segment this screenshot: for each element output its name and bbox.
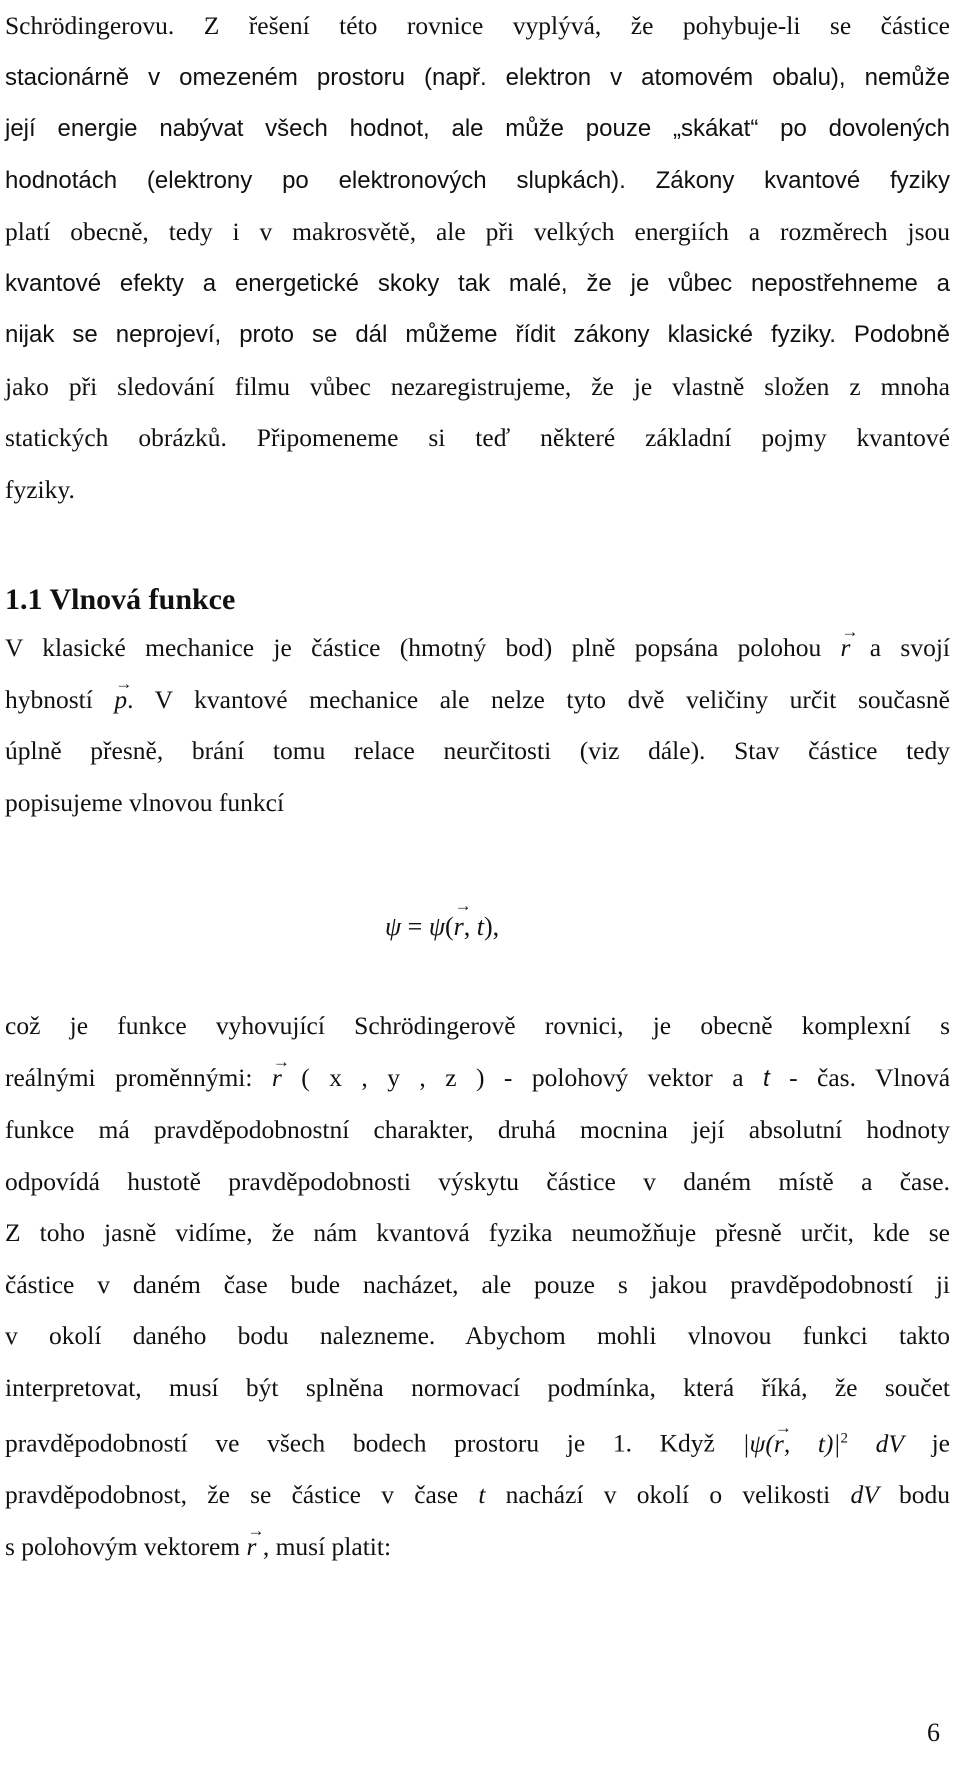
wave-function-equation [385, 912, 499, 942]
vector-r: → r [774, 1418, 784, 1470]
interp-line: což je funkce vyhovující Schrödingerově rovnici, je obecně komplexní s [5, 1011, 950, 1040]
section-paragraph [5, 622, 950, 828]
vector-p: → p [114, 674, 127, 726]
interp-text: bodu [878, 1480, 951, 1509]
intro-line: statických obrázků. Připomeneme si teď některé základní pojmy kvantové [5, 423, 950, 452]
intro-line: nijak se neprojeví, proto se dál můžeme řídit zákony klasické fyziky. Podobně [5, 321, 950, 348]
section-heading: 1.1 Vlnová funkce [5, 583, 236, 616]
section-line [5, 622, 950, 674]
intro-line: Schrödingerovu. Z řešení této rovnice vyplývá, že pohybuje-li se částice [5, 11, 950, 40]
intro-line: jako při sledování filmu vůbec nezaregistrujeme, že je vlastně složen z mnoha [5, 371, 950, 401]
vector-r: → r [272, 1052, 282, 1104]
psi-symbol: ψ [385, 912, 402, 941]
interp-text: je [903, 1428, 951, 1458]
section-text: V klasické mechanice je částice (hmotný bod) plně popsána polohou [5, 633, 841, 662]
expr-part: |ψ( [742, 1428, 774, 1458]
interp-text: , musí platit: [256, 1531, 392, 1561]
vector-r: → r [841, 622, 851, 674]
interp-line: odpovídá hustotě pravděpodobnosti výskytu částice v daném místě a čase. [5, 1166, 950, 1196]
section-line: popisujeme vlnovou funkcí [5, 787, 285, 817]
interp-line: interpretovat, musí být splněna normovací podmínka, která říká, že součet [5, 1372, 950, 1402]
intro-line: její energie nabývat všech hodnot, ale může pouze „skákat“ po dovolených [5, 115, 950, 142]
interp-line [5, 1469, 950, 1521]
comma: , [463, 912, 477, 941]
paren: ( [444, 912, 454, 941]
section-text: . V kvantové mechanice ale nelze tyto dvě veličiny určit současně [127, 684, 950, 714]
page-number: 6 [927, 1718, 940, 1747]
interp-line [5, 1413, 950, 1469]
section-line [5, 674, 950, 726]
probability-expression [743, 1429, 904, 1458]
intro-line: stacionárně v omezeném prostoru (např. elektron v atomovém obalu), nemůže [5, 63, 950, 91]
interp-line: v okolí daného bodu nalezneme. Abychom mohli vlnovou funkci takto [5, 1321, 950, 1350]
intro-line: kvantové efekty a energetické skoky tak malé, že je vůbec nepostřehneme a [5, 269, 950, 297]
section-text: a svojí [850, 633, 950, 662]
section-text: hybností [5, 684, 115, 714]
intro-line: fyziky. [5, 474, 75, 504]
interp-line [5, 1052, 950, 1105]
interp-text: nachází v okolí o velikosti [485, 1480, 851, 1509]
section-line: úplně přesně, brání tomu relace neurčitosti (viz dále). Stav částice tedy [5, 736, 950, 765]
intro-paragraph [5, 0, 950, 515]
interp-text: - čas. Vlnová [769, 1062, 951, 1092]
interp-line: Z toho jasně vidíme, že nám kvantová fyzika neumožňuje přesně určit, kde se [5, 1218, 950, 1247]
intro-line: platí obecně, tedy i v makrosvětě, ale při velkých energiích a rozměrech jsou [5, 217, 950, 246]
volume-element: dV [850, 1480, 879, 1509]
psi-symbol: ψ [428, 912, 445, 941]
interp-text: reálnými proměnnými: [5, 1062, 272, 1092]
expr-part: , t)| [783, 1428, 841, 1458]
intro-line: hodnotách (elektrony po elektronových slupkách). Zákony kvantové fyziky [5, 166, 950, 194]
vector-r: → r [247, 1521, 257, 1573]
interp-text: pravděpodobností ve všech bodech prostoru je 1. Když [5, 1428, 743, 1458]
interp-text: pravděpodobnost, že se částice v čase [5, 1480, 479, 1509]
exponent: 2 [840, 1430, 848, 1446]
vector-r: → r [454, 912, 464, 942]
interp-line [5, 1521, 950, 1573]
time-symbol: t [762, 1064, 770, 1092]
time-symbol: t [476, 912, 485, 941]
interpretation-paragraph [5, 1000, 950, 1572]
interp-line: funkce má pravděpodobnostní charakter, druhá mocnina její absolutní hodnoty [5, 1115, 950, 1144]
paren: ), [484, 912, 500, 941]
interp-line: částice v daném čase bude nacházet, ale pouze s jakou pravděpodobností ji [5, 1269, 950, 1299]
interp-text: s polohovým vektorem [5, 1531, 247, 1561]
interp-text: ( x , y , z ) - polohový vektor a [281, 1062, 763, 1092]
expr-part: dV [847, 1428, 904, 1458]
time-symbol: t [478, 1480, 486, 1509]
equals-sign: = [401, 912, 429, 941]
